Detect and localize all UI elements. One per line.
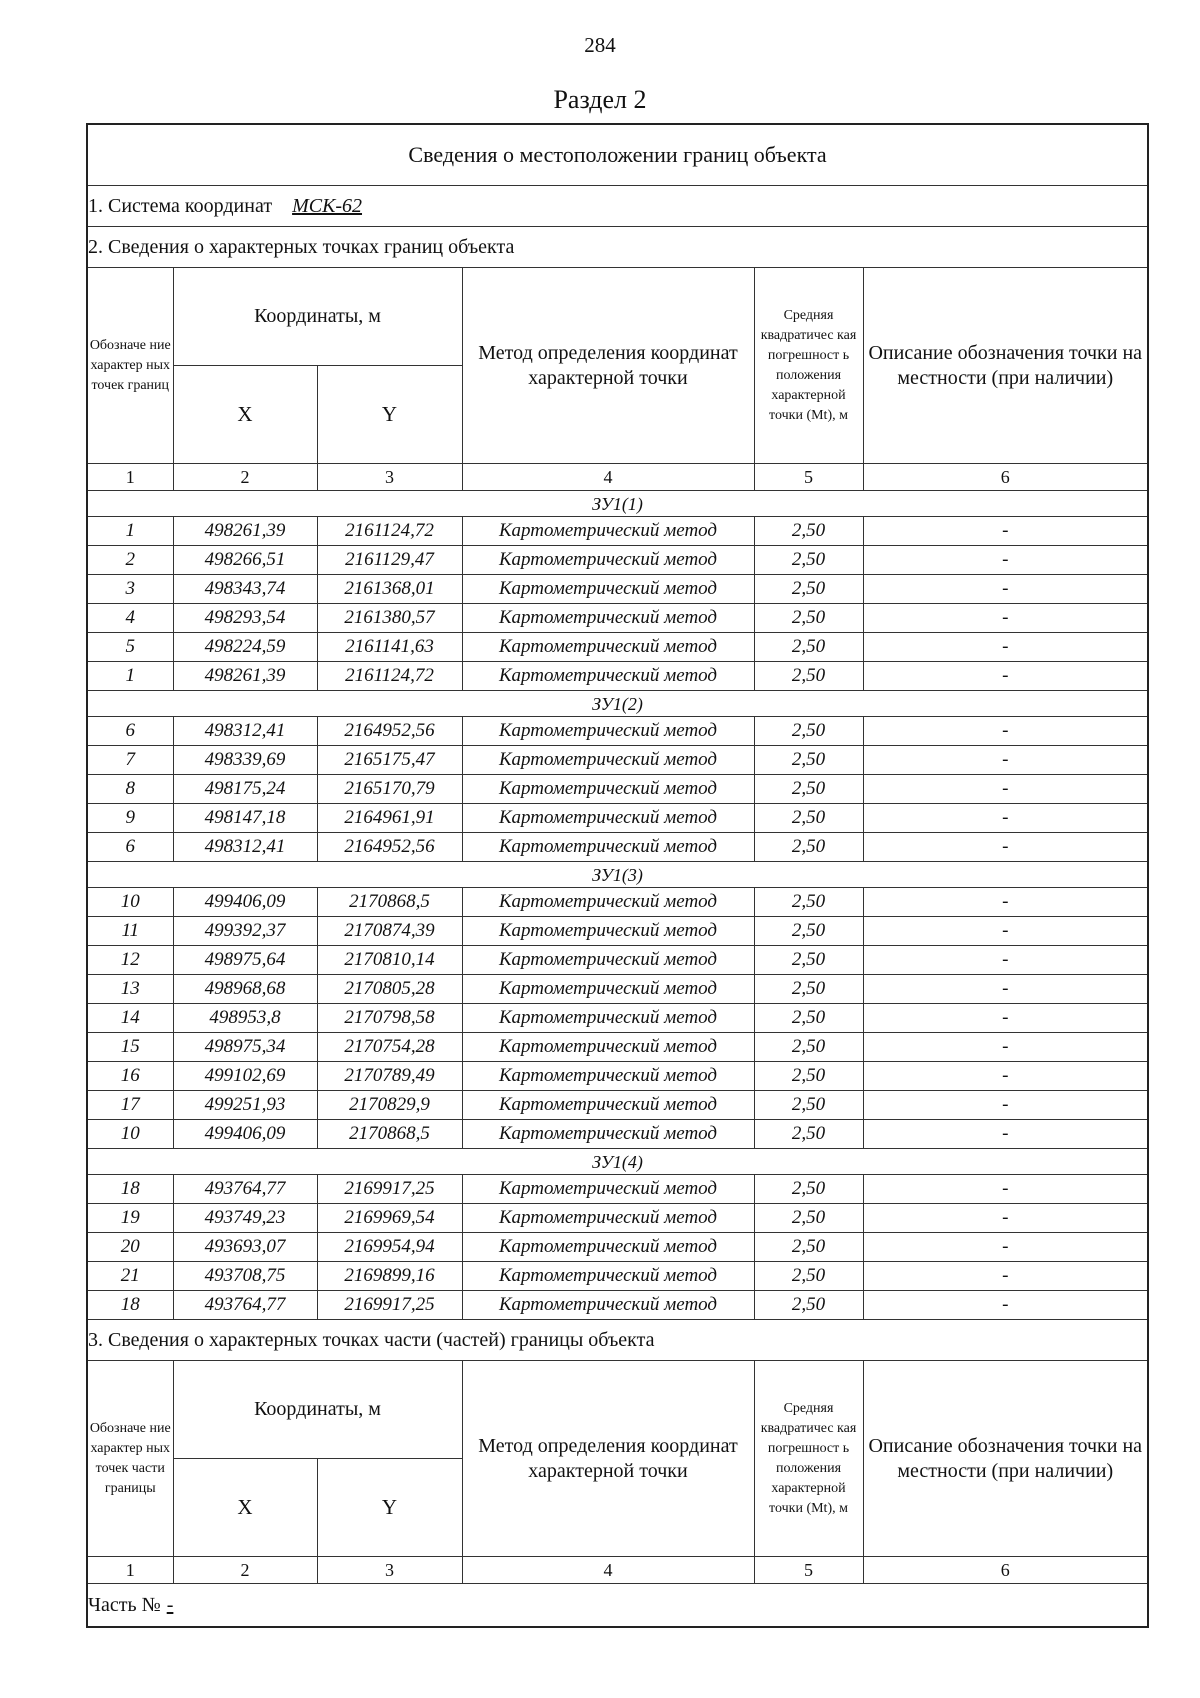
header-coordinates: Координаты, м xyxy=(173,268,462,366)
table-row xyxy=(87,946,1148,975)
table-row xyxy=(87,975,1148,1004)
description-cell: - xyxy=(863,604,1148,633)
table-row xyxy=(87,775,1148,804)
x-coordinate-cell: 498266,51 xyxy=(173,546,317,575)
point-number-cell: 9 xyxy=(87,804,173,833)
x-coordinate-cell: 498312,41 xyxy=(173,717,317,746)
method-cell: Картометрический метод xyxy=(462,662,754,691)
column-number-5: 5 xyxy=(754,1557,863,1584)
header-part-method: Метод определения координат характерной точки xyxy=(462,1361,754,1557)
point-number-cell: 6 xyxy=(87,833,173,862)
x-coordinate-cell: 499251,93 xyxy=(173,1091,317,1120)
x-coordinate-cell: 498147,18 xyxy=(173,804,317,833)
accuracy-cell: 2,50 xyxy=(754,1233,863,1262)
x-coordinate-cell: 499392,37 xyxy=(173,917,317,946)
method-cell: Картометрический метод xyxy=(462,1204,754,1233)
description-cell: - xyxy=(863,833,1148,862)
description-cell: - xyxy=(863,717,1148,746)
method-cell: Картометрический метод xyxy=(462,1120,754,1149)
table-row xyxy=(87,575,1148,604)
accuracy-cell: 2,50 xyxy=(754,833,863,862)
method-cell: Картометрический метод xyxy=(462,604,754,633)
column-number-1: 1 xyxy=(87,464,173,491)
method-cell: Картометрический метод xyxy=(462,804,754,833)
coord-system-label: 1. Система координат xyxy=(88,194,273,217)
description-cell: - xyxy=(863,888,1148,917)
x-coordinate-cell: 498261,39 xyxy=(173,662,317,691)
y-coordinate-cell: 2164952,56 xyxy=(317,833,462,862)
section-title: Раздел 2 xyxy=(553,85,647,114)
description-cell: - xyxy=(863,662,1148,691)
y-coordinate-cell: 2164961,91 xyxy=(317,804,462,833)
table-row xyxy=(87,1291,1148,1320)
x-coordinate-cell: 498975,64 xyxy=(173,946,317,975)
point-number-cell: 7 xyxy=(87,746,173,775)
method-cell: Картометрический метод xyxy=(462,917,754,946)
y-coordinate-cell: 2169954,94 xyxy=(317,1233,462,1262)
boundary-table xyxy=(86,123,1149,1628)
header-description: Описание обозначения точки на местности (при наличии) xyxy=(863,268,1148,464)
coord-system-value: МСК-62 xyxy=(292,194,363,217)
y-coordinate-cell: 2169917,25 xyxy=(317,1175,462,1204)
column-numbers-row xyxy=(87,464,1148,491)
point-number-cell: 18 xyxy=(87,1175,173,1204)
column-number-3: 3 xyxy=(317,464,462,491)
y-coordinate-cell: 2164952,56 xyxy=(317,717,462,746)
x-coordinate-cell: 498261,39 xyxy=(173,517,317,546)
table-row xyxy=(87,662,1148,691)
method-cell: Картометрический метод xyxy=(462,746,754,775)
page-number: 284 xyxy=(584,33,616,57)
y-coordinate-cell: 2170754,28 xyxy=(317,1033,462,1062)
x-coordinate-cell: 493764,77 xyxy=(173,1291,317,1320)
table-row xyxy=(87,1175,1148,1204)
header-part-accuracy: Средняя квадратичес кая погрешност ь положения характерной точки (Mt), м xyxy=(754,1361,863,1557)
description-cell: - xyxy=(863,1262,1148,1291)
description-cell: - xyxy=(863,1033,1148,1062)
method-cell: Картометрический метод xyxy=(462,546,754,575)
coord-system-row xyxy=(87,186,1148,227)
method-cell: Картометрический метод xyxy=(462,1291,754,1320)
x-coordinate-cell: 498343,74 xyxy=(173,575,317,604)
table-row xyxy=(87,604,1148,633)
group-header: ЗУ1(4) xyxy=(87,1149,1148,1175)
y-coordinate-cell: 2165170,79 xyxy=(317,775,462,804)
y-coordinate-cell: 2161368,01 xyxy=(317,575,462,604)
x-coordinate-cell: 498293,54 xyxy=(173,604,317,633)
part-number-value: - xyxy=(166,1593,174,1616)
method-cell: Картометрический метод xyxy=(462,517,754,546)
accuracy-cell: 2,50 xyxy=(754,775,863,804)
description-cell: - xyxy=(863,1204,1148,1233)
accuracy-cell: 2,50 xyxy=(754,917,863,946)
x-coordinate-cell: 498224,59 xyxy=(173,633,317,662)
point-number-cell: 18 xyxy=(87,1291,173,1320)
table-row xyxy=(87,1262,1148,1291)
group-header: ЗУ1(2) xyxy=(87,691,1148,717)
accuracy-cell: 2,50 xyxy=(754,804,863,833)
x-coordinate-cell: 499102,69 xyxy=(173,1062,317,1091)
description-cell: - xyxy=(863,775,1148,804)
point-number-cell: 12 xyxy=(87,946,173,975)
x-coordinate-cell: 499406,09 xyxy=(173,888,317,917)
table-row xyxy=(87,633,1148,662)
description-cell: - xyxy=(863,1175,1148,1204)
table-row xyxy=(87,917,1148,946)
accuracy-cell: 2,50 xyxy=(754,1175,863,1204)
method-cell: Картометрический метод xyxy=(462,1091,754,1120)
method-cell: Картометрический метод xyxy=(462,833,754,862)
method-cell: Картометрический метод xyxy=(462,888,754,917)
point-number-cell: 21 xyxy=(87,1262,173,1291)
point-number-cell: 3 xyxy=(87,575,173,604)
table-row xyxy=(87,1233,1148,1262)
method-cell: Картометрический метод xyxy=(462,633,754,662)
y-coordinate-cell: 2170874,39 xyxy=(317,917,462,946)
description-cell: - xyxy=(863,575,1148,604)
part-number-row xyxy=(87,1584,1148,1628)
x-coordinate-cell: 498975,34 xyxy=(173,1033,317,1062)
description-cell: - xyxy=(863,975,1148,1004)
x-coordinate-cell: 498339,69 xyxy=(173,746,317,775)
table-row xyxy=(87,833,1148,862)
x-coordinate-cell: 499406,09 xyxy=(173,1120,317,1149)
y-coordinate-cell: 2161124,72 xyxy=(317,517,462,546)
x-coordinate-cell: 498953,8 xyxy=(173,1004,317,1033)
x-coordinate-cell: 493764,77 xyxy=(173,1175,317,1204)
point-number-cell: 17 xyxy=(87,1091,173,1120)
header-y: Y xyxy=(317,366,462,464)
point-number-cell: 4 xyxy=(87,604,173,633)
column-number-6: 6 xyxy=(863,1557,1148,1584)
accuracy-cell: 2,50 xyxy=(754,1262,863,1291)
table-row xyxy=(87,717,1148,746)
accuracy-cell: 2,50 xyxy=(754,1004,863,1033)
x-coordinate-cell: 493749,23 xyxy=(173,1204,317,1233)
method-cell: Картометрический метод xyxy=(462,1262,754,1291)
table-row xyxy=(87,804,1148,833)
column-number-2: 2 xyxy=(173,1557,317,1584)
accuracy-cell: 2,50 xyxy=(754,1120,863,1149)
table-row xyxy=(87,1062,1148,1091)
table-row xyxy=(87,1204,1148,1233)
accuracy-cell: 2,50 xyxy=(754,604,863,633)
header-x: X xyxy=(173,366,317,464)
accuracy-cell: 2,50 xyxy=(754,1062,863,1091)
description-cell: - xyxy=(863,1004,1148,1033)
y-coordinate-cell: 2161129,47 xyxy=(317,546,462,575)
method-cell: Картометрический метод xyxy=(462,1062,754,1091)
column-number-5: 5 xyxy=(754,464,863,491)
point-number-cell: 6 xyxy=(87,717,173,746)
part-number-label: Часть № xyxy=(88,1593,161,1616)
accuracy-cell: 2,50 xyxy=(754,1091,863,1120)
description-cell: - xyxy=(863,517,1148,546)
x-coordinate-cell: 498968,68 xyxy=(173,975,317,1004)
y-coordinate-cell: 2169899,16 xyxy=(317,1262,462,1291)
table-row xyxy=(87,746,1148,775)
accuracy-cell: 2,50 xyxy=(754,946,863,975)
y-coordinate-cell: 2169969,54 xyxy=(317,1204,462,1233)
column-number-4: 4 xyxy=(462,464,754,491)
table-row xyxy=(87,1033,1148,1062)
point-number-cell: 14 xyxy=(87,1004,173,1033)
accuracy-cell: 2,50 xyxy=(754,546,863,575)
method-cell: Картометрический метод xyxy=(462,575,754,604)
description-cell: - xyxy=(863,917,1148,946)
description-cell: - xyxy=(863,1291,1148,1320)
method-cell: Картометрический метод xyxy=(462,1175,754,1204)
point-number-cell: 11 xyxy=(87,917,173,946)
point-number-cell: 10 xyxy=(87,1120,173,1149)
method-cell: Картометрический метод xyxy=(462,775,754,804)
accuracy-cell: 2,50 xyxy=(754,1291,863,1320)
y-coordinate-cell: 2161124,72 xyxy=(317,662,462,691)
accuracy-cell: 2,50 xyxy=(754,575,863,604)
description-cell: - xyxy=(863,1233,1148,1262)
method-cell: Картометрический метод xyxy=(462,1033,754,1062)
method-cell: Картометрический метод xyxy=(462,717,754,746)
section2-title: 2. Сведения о характерных точках границ объекта xyxy=(87,227,1148,268)
accuracy-cell: 2,50 xyxy=(754,517,863,546)
accuracy-cell: 2,50 xyxy=(754,717,863,746)
description-cell: - xyxy=(863,946,1148,975)
header-part-y: Y xyxy=(317,1459,462,1557)
point-number-cell: 20 xyxy=(87,1233,173,1262)
table-row xyxy=(87,1091,1148,1120)
x-coordinate-cell: 498312,41 xyxy=(173,833,317,862)
point-number-cell: 15 xyxy=(87,1033,173,1062)
point-number-cell: 1 xyxy=(87,517,173,546)
y-coordinate-cell: 2170868,5 xyxy=(317,1120,462,1149)
header-accuracy: Средняя квадратичес кая погрешност ь положения характерной точки (Mt), м xyxy=(754,268,863,464)
header-part-coordinates: Координаты, м xyxy=(173,1361,462,1459)
table-row xyxy=(87,1120,1148,1149)
point-number-cell: 1 xyxy=(87,662,173,691)
method-cell: Картометрический метод xyxy=(462,946,754,975)
column-number-1: 1 xyxy=(87,1557,173,1584)
accuracy-cell: 2,50 xyxy=(754,975,863,1004)
y-coordinate-cell: 2170829,9 xyxy=(317,1091,462,1120)
description-cell: - xyxy=(863,546,1148,575)
description-cell: - xyxy=(863,804,1148,833)
y-coordinate-cell: 2170810,14 xyxy=(317,946,462,975)
point-number-cell: 2 xyxy=(87,546,173,575)
x-coordinate-cell: 498175,24 xyxy=(173,775,317,804)
part-column-numbers-row xyxy=(87,1557,1148,1584)
accuracy-cell: 2,50 xyxy=(754,633,863,662)
accuracy-cell: 2,50 xyxy=(754,888,863,917)
y-coordinate-cell: 2170868,5 xyxy=(317,888,462,917)
x-coordinate-cell: 493693,07 xyxy=(173,1233,317,1262)
y-coordinate-cell: 2161141,63 xyxy=(317,633,462,662)
accuracy-cell: 2,50 xyxy=(754,1033,863,1062)
y-coordinate-cell: 2170805,28 xyxy=(317,975,462,1004)
group-header: ЗУ1(3) xyxy=(87,862,1148,888)
method-cell: Картометрический метод xyxy=(462,975,754,1004)
group-header: ЗУ1(1) xyxy=(87,491,1148,517)
table-row xyxy=(87,888,1148,917)
x-coordinate-cell: 493708,75 xyxy=(173,1262,317,1291)
point-number-cell: 19 xyxy=(87,1204,173,1233)
description-cell: - xyxy=(863,746,1148,775)
table-title: Сведения о местоположении границ объекта xyxy=(87,124,1148,186)
header-point-designation: Обозначе ние характер ных точек границ xyxy=(87,268,173,464)
y-coordinate-cell: 2170798,58 xyxy=(317,1004,462,1033)
description-cell: - xyxy=(863,1120,1148,1149)
point-number-cell: 5 xyxy=(87,633,173,662)
table-row xyxy=(87,517,1148,546)
y-coordinate-cell: 2161380,57 xyxy=(317,604,462,633)
description-cell: - xyxy=(863,1091,1148,1120)
method-cell: Картометрический метод xyxy=(462,1004,754,1033)
table-row xyxy=(87,546,1148,575)
y-coordinate-cell: 2169917,25 xyxy=(317,1291,462,1320)
column-number-2: 2 xyxy=(173,464,317,491)
accuracy-cell: 2,50 xyxy=(754,746,863,775)
header-part-description: Описание обозначения точки на местности (при наличии) xyxy=(863,1361,1148,1557)
header-method: Метод определения координат характерной точки xyxy=(462,268,754,464)
description-cell: - xyxy=(863,633,1148,662)
point-number-cell: 10 xyxy=(87,888,173,917)
y-coordinate-cell: 2165175,47 xyxy=(317,746,462,775)
column-number-4: 4 xyxy=(462,1557,754,1584)
point-number-cell: 8 xyxy=(87,775,173,804)
accuracy-cell: 2,50 xyxy=(754,1204,863,1233)
accuracy-cell: 2,50 xyxy=(754,662,863,691)
y-coordinate-cell: 2170789,49 xyxy=(317,1062,462,1091)
column-number-3: 3 xyxy=(317,1557,462,1584)
description-cell: - xyxy=(863,1062,1148,1091)
header-part-point-designation: Обозначе ние характер ных точек части границы xyxy=(87,1361,173,1557)
point-number-cell: 13 xyxy=(87,975,173,1004)
method-cell: Картометрический метод xyxy=(462,1233,754,1262)
column-number-6: 6 xyxy=(863,464,1148,491)
point-number-cell: 16 xyxy=(87,1062,173,1091)
header-part-x: X xyxy=(173,1459,317,1557)
table-row xyxy=(87,1004,1148,1033)
section3-title: 3. Сведения о характерных точках части (частей) границы объекта xyxy=(87,1320,1148,1361)
